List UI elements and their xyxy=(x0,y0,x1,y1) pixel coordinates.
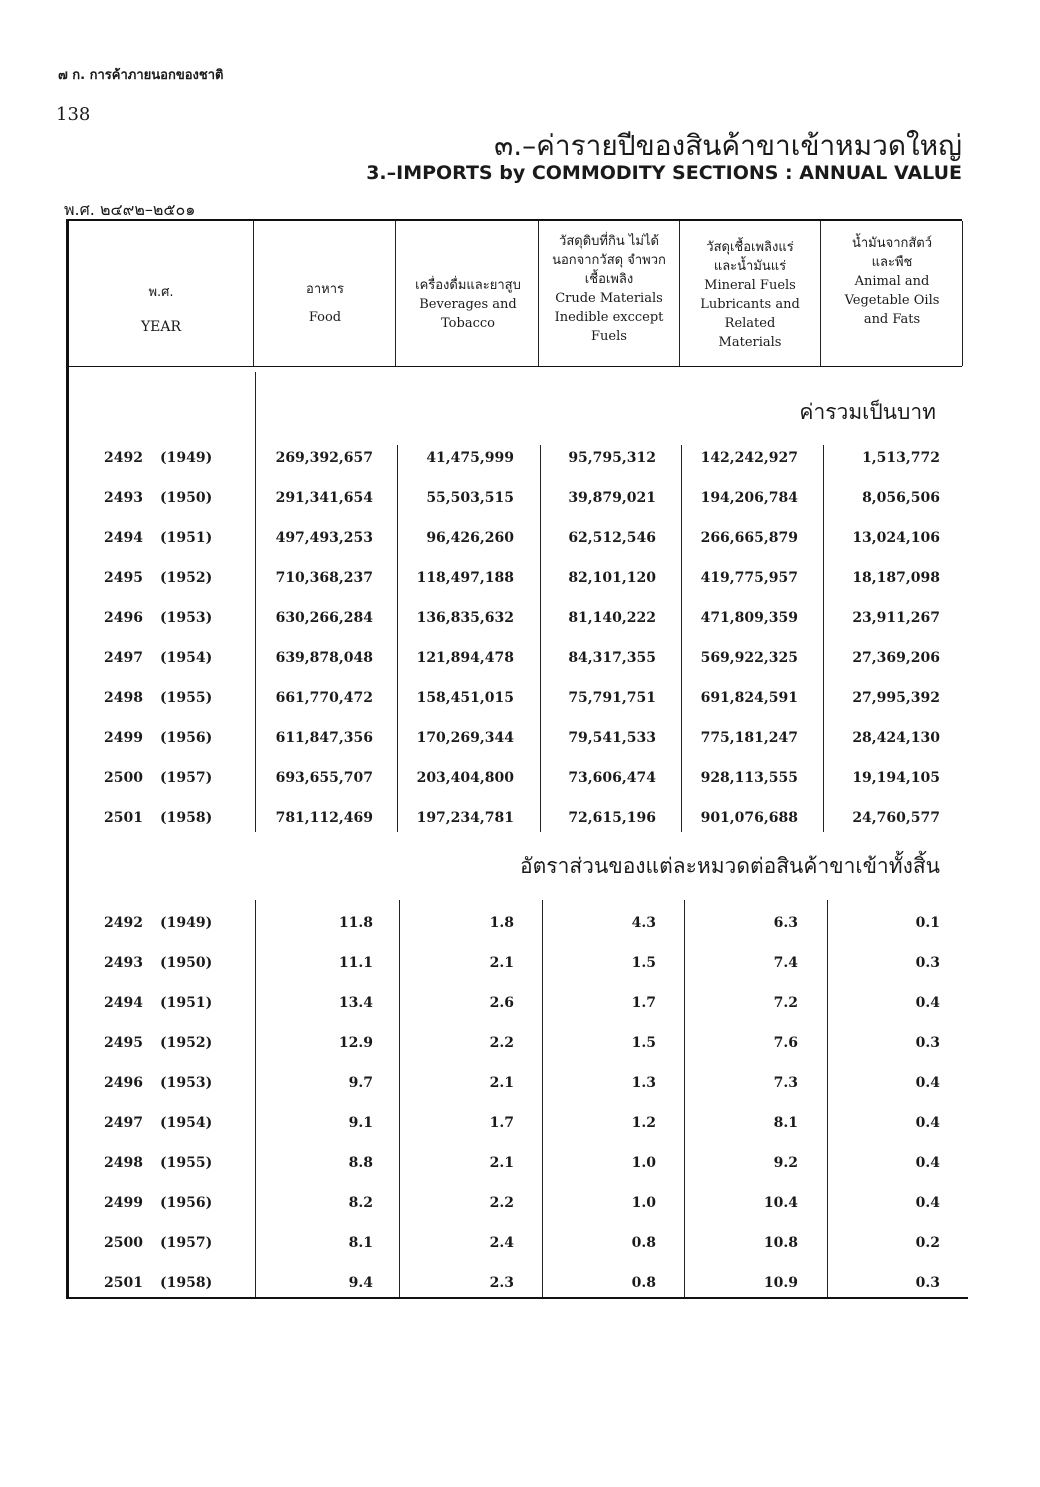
mineral-fuels-value: 471,809,359 xyxy=(700,610,798,626)
crude-materials-value: 73,606,474 xyxy=(568,770,656,786)
mineral-fuels-value: 7.2 xyxy=(773,995,798,1011)
food-value: 781,112,469 xyxy=(275,810,373,826)
food-value: 9.1 xyxy=(348,1115,373,1131)
crude-materials-value: 84,317,355 xyxy=(568,650,656,666)
crude-materials-value: 72,615,196 xyxy=(568,810,656,826)
mineral-fuels-value: 194,206,784 xyxy=(700,490,798,506)
beverages-value: 158,451,015 xyxy=(416,690,514,706)
year-ad: (1949) xyxy=(160,450,213,466)
percent-table-row xyxy=(0,1075,1040,1097)
values-table-row xyxy=(0,730,1040,752)
crude-materials-value: 0.8 xyxy=(631,1235,656,1251)
year-be: 2496 xyxy=(104,610,143,626)
year-ad: (1957) xyxy=(160,770,213,786)
beverages-value: 2.2 xyxy=(489,1195,514,1211)
period-label: พ.ศ. ๒๔๙๒–๒๕๐๑ xyxy=(64,200,196,219)
mineral-fuels-value: 901,076,688 xyxy=(700,810,798,826)
year-ad: (1958) xyxy=(160,810,213,826)
table-title-english: 3.–IMPORTS by COMMODITY SECTIONS : ANNUAL VALUE xyxy=(366,162,962,184)
year-be: 2500 xyxy=(104,770,143,786)
oils-fats-value: 0.4 xyxy=(915,1155,940,1171)
food-value: 13.4 xyxy=(338,995,373,1011)
values-table-row xyxy=(0,490,1040,512)
year-be: 2494 xyxy=(104,530,143,546)
beverages-value: 197,234,781 xyxy=(416,810,514,826)
table-title-thai: ๓.–ค่ารายปีของสินค้าขาเข้าหมวดใหญ่ xyxy=(494,129,962,162)
oils-fats-value: 0.3 xyxy=(915,955,940,971)
year-ad: (1957) xyxy=(160,1235,213,1251)
food-value: 611,847,356 xyxy=(275,730,373,746)
header-mineral-fuels xyxy=(681,238,819,352)
percent-table-row xyxy=(0,1115,1040,1137)
table-bottom-rule xyxy=(66,1297,968,1299)
food-value: 9.7 xyxy=(348,1075,373,1091)
food-value: 630,266,284 xyxy=(275,610,373,626)
header-beverages xyxy=(398,276,538,333)
crude-materials-value: 4.3 xyxy=(631,915,656,931)
values-table-row xyxy=(0,610,1040,632)
year-be: 2493 xyxy=(104,490,143,506)
header-oils-en: Animal and Vegetable Oils and Fats xyxy=(844,274,940,327)
year-ad: (1955) xyxy=(160,1155,213,1171)
values-table-row xyxy=(0,770,1040,792)
year-be: 2499 xyxy=(104,1195,143,1211)
beverages-value: 2.3 xyxy=(489,1275,514,1291)
values-table-row xyxy=(0,570,1040,592)
mineral-fuels-value: 10.4 xyxy=(763,1195,798,1211)
values-table-row xyxy=(0,810,1040,832)
header-divider xyxy=(253,221,254,366)
year-ad: (1952) xyxy=(160,1035,213,1051)
crude-materials-value: 75,791,751 xyxy=(568,690,656,706)
header-year-en: YEAR xyxy=(140,319,182,335)
beverages-value: 1.8 xyxy=(489,915,514,931)
header-divider xyxy=(538,221,539,366)
year-ad: (1956) xyxy=(160,730,213,746)
mineral-fuels-value: 6.3 xyxy=(773,915,798,931)
percent-table-row xyxy=(0,1035,1040,1057)
beverages-value: 2.1 xyxy=(489,1075,514,1091)
header-crude-materials xyxy=(540,232,678,346)
beverages-value: 2.2 xyxy=(489,1035,514,1051)
header-beverages-en: Beverages and Tobacco xyxy=(419,297,517,331)
percent-table-row xyxy=(0,1195,1040,1217)
beverages-value: 118,497,188 xyxy=(416,570,514,586)
crude-materials-value: 82,101,120 xyxy=(568,570,656,586)
mineral-fuels-value: 775,181,247 xyxy=(700,730,798,746)
mineral-fuels-value: 7.6 xyxy=(773,1035,798,1051)
oils-fats-value: 28,424,130 xyxy=(852,730,940,746)
crude-materials-value: 95,795,312 xyxy=(568,450,656,466)
header-divider xyxy=(395,221,396,366)
header-divider xyxy=(962,221,963,366)
header-mineral-thai: วัสดุเชื้อเพลิงแร่ และน้ำมันแร่ xyxy=(706,240,794,274)
mineral-fuels-value: 10.8 xyxy=(763,1235,798,1251)
beverages-value: 55,503,515 xyxy=(426,490,514,506)
oils-fats-value: 24,760,577 xyxy=(852,810,940,826)
percent-table-row xyxy=(0,1275,1040,1297)
percent-table-row xyxy=(0,955,1040,977)
beverages-value: 2.1 xyxy=(489,955,514,971)
year-be: 2494 xyxy=(104,995,143,1011)
page-number: 138 xyxy=(56,104,91,125)
header-food-thai: อาหาร xyxy=(306,282,344,297)
food-value: 9.4 xyxy=(348,1275,373,1291)
header-beverages-thai: เครื่องดื่มและยาสูบ xyxy=(415,278,521,293)
food-value: 693,655,707 xyxy=(275,770,373,786)
beverages-value: 170,269,344 xyxy=(416,730,514,746)
oils-fats-value: 1,513,772 xyxy=(862,450,940,466)
percent-table-row xyxy=(0,1235,1040,1257)
year-be: 2498 xyxy=(104,690,143,706)
beverages-value: 41,475,999 xyxy=(426,450,514,466)
food-value: 639,878,048 xyxy=(275,650,373,666)
oils-fats-value: 23,911,267 xyxy=(852,610,940,626)
year-be: 2501 xyxy=(104,1275,143,1291)
mineral-fuels-value: 419,775,957 xyxy=(700,570,798,586)
percent-table-row xyxy=(0,1155,1040,1177)
year-ad: (1958) xyxy=(160,1275,213,1291)
food-value: 8.1 xyxy=(348,1235,373,1251)
header-year xyxy=(70,276,252,344)
body-divider xyxy=(255,372,256,832)
oils-fats-value: 0.4 xyxy=(915,995,940,1011)
crude-materials-value: 1.2 xyxy=(631,1115,656,1131)
mineral-fuels-value: 142,242,927 xyxy=(700,450,798,466)
year-be: 2493 xyxy=(104,955,143,971)
year-ad: (1950) xyxy=(160,955,213,971)
mineral-fuels-value: 928,113,555 xyxy=(700,770,798,786)
beverages-value: 1.7 xyxy=(489,1115,514,1131)
oils-fats-value: 8,056,506 xyxy=(862,490,940,506)
year-ad: (1952) xyxy=(160,570,213,586)
running-head: ๗ ก. การค้าภายนอกของชาติ xyxy=(58,68,224,83)
oils-fats-value: 18,187,098 xyxy=(852,570,940,586)
year-be: 2499 xyxy=(104,730,143,746)
year-ad: (1956) xyxy=(160,1195,213,1211)
year-be: 2500 xyxy=(104,1235,143,1251)
oils-fats-value: 0.4 xyxy=(915,1075,940,1091)
year-be: 2496 xyxy=(104,1075,143,1091)
food-value: 11.1 xyxy=(338,955,373,971)
beverages-value: 2.4 xyxy=(489,1235,514,1251)
oils-fats-value: 0.4 xyxy=(915,1195,940,1211)
food-value: 11.8 xyxy=(338,915,373,931)
header-oils-fats xyxy=(822,234,962,329)
header-divider xyxy=(679,221,680,366)
header-crude-thai: วัสดุดิบที่กิน ไม่ได้นอกจากวัสดุ จำพวกเชื้อเพลิง xyxy=(552,234,666,287)
food-value: 12.9 xyxy=(338,1035,373,1051)
header-food-en: Food xyxy=(308,310,342,325)
percent-table-row xyxy=(0,995,1040,1017)
mineral-fuels-value: 8.1 xyxy=(773,1115,798,1131)
crude-materials-value: 0.8 xyxy=(631,1275,656,1291)
oils-fats-value: 0.2 xyxy=(915,1235,940,1251)
food-value: 269,392,657 xyxy=(275,450,373,466)
header-bottom-rule xyxy=(66,366,962,367)
mineral-fuels-value: 7.3 xyxy=(773,1075,798,1091)
values-table-row xyxy=(0,690,1040,712)
food-value: 291,341,654 xyxy=(275,490,373,506)
table-left-border xyxy=(66,219,69,1299)
header-year-thai: พ.ศ. xyxy=(148,285,174,300)
year-be: 2497 xyxy=(104,1115,143,1131)
section-label-percent: อัตราส่วนของแต่ละหมวดต่อสินค้าขาเข้าทั้งสิ้น xyxy=(520,854,940,878)
year-be: 2492 xyxy=(104,915,143,931)
year-ad: (1951) xyxy=(160,530,213,546)
food-value: 661,770,472 xyxy=(275,690,373,706)
section-label-values: ค่ารวมเป็นบาท xyxy=(799,400,936,424)
year-ad: (1949) xyxy=(160,915,213,931)
year-ad: (1951) xyxy=(160,995,213,1011)
values-table-row xyxy=(0,530,1040,552)
mineral-fuels-value: 10.9 xyxy=(763,1275,798,1291)
crude-materials-value: 1.0 xyxy=(631,1195,656,1211)
year-ad: (1953) xyxy=(160,610,213,626)
crude-materials-value: 62,512,546 xyxy=(568,530,656,546)
header-oils-thai: น้ำมันจากสัตว์ และพืช xyxy=(851,236,933,270)
crude-materials-value: 79,541,533 xyxy=(568,730,656,746)
mineral-fuels-value: 266,665,879 xyxy=(700,530,798,546)
year-ad: (1950) xyxy=(160,490,213,506)
values-table-row xyxy=(0,450,1040,472)
food-value: 710,368,237 xyxy=(275,570,373,586)
mineral-fuels-value: 691,824,591 xyxy=(700,690,798,706)
oils-fats-value: 13,024,106 xyxy=(852,530,940,546)
year-ad: (1953) xyxy=(160,1075,213,1091)
food-value: 497,493,253 xyxy=(275,530,373,546)
beverages-value: 2.1 xyxy=(489,1155,514,1171)
beverages-value: 96,426,260 xyxy=(426,530,514,546)
food-value: 8.8 xyxy=(348,1155,373,1171)
crude-materials-value: 1.5 xyxy=(631,955,656,971)
year-be: 2495 xyxy=(104,570,143,586)
year-be: 2501 xyxy=(104,810,143,826)
year-be: 2498 xyxy=(104,1155,143,1171)
oils-fats-value: 0.1 xyxy=(915,915,940,931)
header-mineral-en: Mineral Fuels Lubricants and Related Materials xyxy=(700,278,800,350)
oils-fats-value: 27,995,392 xyxy=(852,690,940,706)
oils-fats-value: 27,369,206 xyxy=(852,650,940,666)
year-be: 2495 xyxy=(104,1035,143,1051)
header-food xyxy=(256,276,394,332)
values-table-row xyxy=(0,650,1040,672)
mineral-fuels-value: 7.4 xyxy=(773,955,798,971)
oils-fats-value: 0.3 xyxy=(915,1035,940,1051)
crude-materials-value: 1.0 xyxy=(631,1155,656,1171)
year-ad: (1954) xyxy=(160,1115,213,1131)
food-value: 8.2 xyxy=(348,1195,373,1211)
year-be: 2497 xyxy=(104,650,143,666)
header-crude-en: Crude Materials Inedible exccept Fuels xyxy=(554,291,664,344)
table-top-rule xyxy=(66,219,962,221)
beverages-value: 121,894,478 xyxy=(416,650,514,666)
oils-fats-value: 0.4 xyxy=(915,1115,940,1131)
year-be: 2492 xyxy=(104,450,143,466)
crude-materials-value: 1.3 xyxy=(631,1075,656,1091)
crude-materials-value: 1.5 xyxy=(631,1035,656,1051)
oils-fats-value: 0.3 xyxy=(915,1275,940,1291)
beverages-value: 136,835,632 xyxy=(416,610,514,626)
year-ad: (1955) xyxy=(160,690,213,706)
crude-materials-value: 1.7 xyxy=(631,995,656,1011)
mineral-fuels-value: 569,922,325 xyxy=(700,650,798,666)
crude-materials-value: 81,140,222 xyxy=(568,610,656,626)
year-ad: (1954) xyxy=(160,650,213,666)
oils-fats-value: 19,194,105 xyxy=(852,770,940,786)
header-divider xyxy=(820,221,821,366)
mineral-fuels-value: 9.2 xyxy=(773,1155,798,1171)
beverages-value: 2.6 xyxy=(489,995,514,1011)
beverages-value: 203,404,800 xyxy=(416,770,514,786)
percent-table-row xyxy=(0,915,1040,937)
crude-materials-value: 39,879,021 xyxy=(568,490,656,506)
